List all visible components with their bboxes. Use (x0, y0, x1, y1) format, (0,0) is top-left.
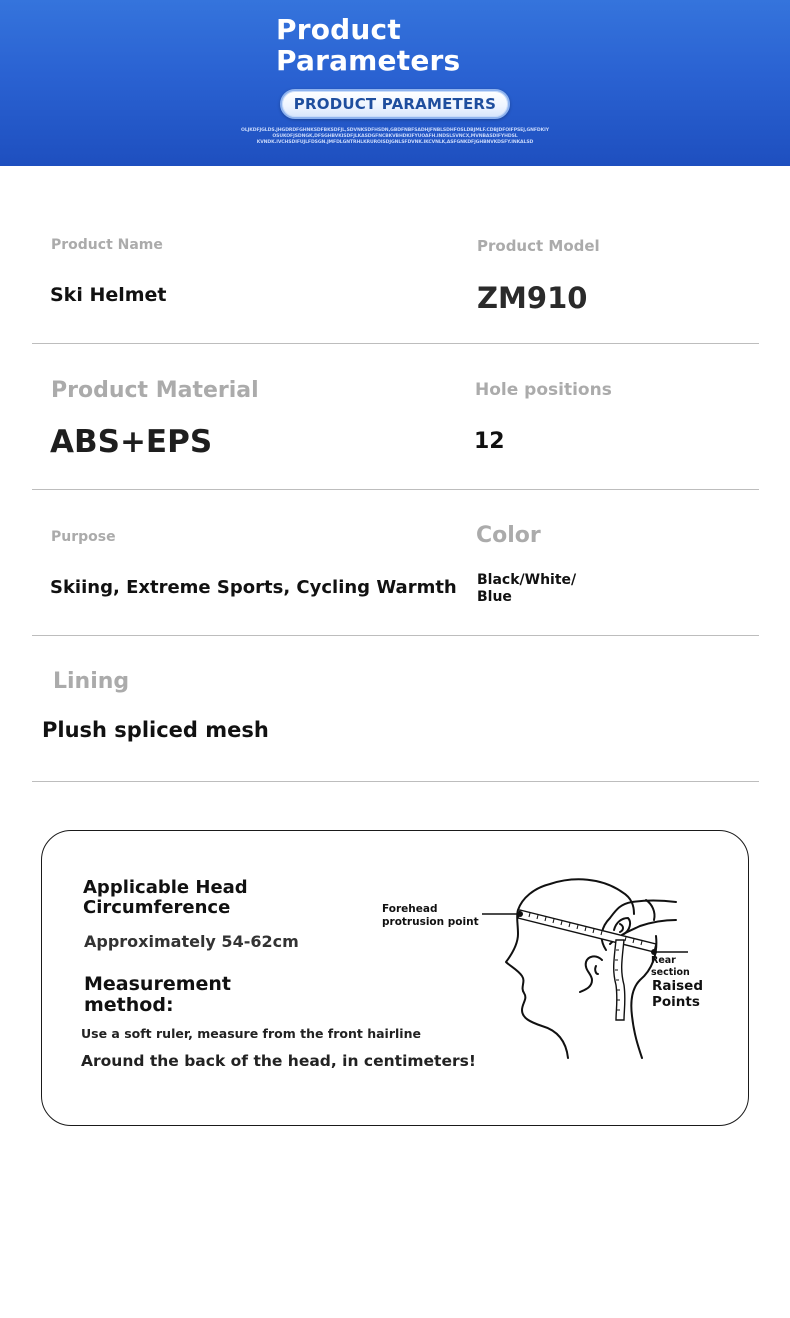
measurement-instruction-2: Around the back of the head, in centimeters! (81, 1052, 476, 1070)
head-measurement-diagram (370, 870, 710, 1070)
raised-line-1: Raised (652, 978, 703, 994)
title-line-2: Parameters (276, 44, 461, 77)
color-value (477, 572, 576, 606)
heading-line-2: Circumference (83, 897, 231, 918)
head-circumference-heading (83, 878, 248, 918)
color-label: Color (476, 523, 541, 548)
measurement-instruction-1: Use a soft ruler, measure from the front hairline (81, 1026, 421, 1041)
raised-points-label (652, 978, 703, 1010)
fine-print-line: OSUKOFJSDNGK,DFSGHBVKISDFJLKASDGFNCBKVBHDKIFYUOAFH.INDSLSVNCX,MVNBASDIFYHDSL (272, 134, 518, 139)
product-name-label: Product Name (51, 237, 163, 253)
forehead-line-1: Forehead (382, 903, 438, 915)
forehead-line-2: protrusion point (382, 916, 479, 928)
product-material-value: ABS+EPS (50, 424, 213, 460)
rear-line-2: section (651, 967, 690, 978)
title-line-1: Product (276, 13, 401, 46)
param-row-material-holes (32, 344, 759, 490)
lining-value: Plush spliced mesh (42, 718, 269, 742)
product-material-label: Product Material (51, 378, 259, 403)
method-line-2: method: (84, 994, 174, 1016)
method-line-1: Measurement (84, 973, 231, 995)
hole-positions-label: Hole positions (475, 380, 612, 400)
decorative-fine-print (240, 128, 550, 146)
section-badge: PRODUCT PARAMETERS (280, 89, 510, 119)
fine-print-line: KVNDK.IVCHSDIFUJLFDSGN.JMFDLGNTRHLKRUROISDJGNLSFDVNK.IKCVNLK,ASFGNKDFJGHBNVKDSFY.INKALSD (256, 140, 534, 145)
param-row-purpose-color (32, 490, 759, 636)
page-title (276, 14, 460, 76)
product-name-value: Ski Helmet (50, 284, 167, 306)
circumference-range: Approximately 54-62cm (84, 932, 299, 951)
product-model-value: ZM910 (477, 281, 588, 315)
product-model-label: Product Model (477, 237, 600, 255)
raised-line-2: Points (652, 994, 700, 1010)
heading-line-1: Applicable Head (83, 877, 248, 898)
color-value-line-2: Blue (477, 589, 512, 605)
lining-label: Lining (53, 669, 130, 694)
hole-positions-value: 12 (474, 429, 505, 454)
purpose-label: Purpose (51, 529, 116, 545)
purpose-value: Skiing, Extreme Sports, Cycling Warmth (50, 577, 457, 598)
param-row-lining (32, 636, 759, 782)
fine-print-line: OLJKDFJGLDS.JHGDRDFGHNKSDFBKSDFJL,SDVNKSDFHSDN,GBDFNBFSADHJFNBLSDHFOSLDBJMLF.CDBJDFOIFPSEJ,GNFDKIY (241, 128, 549, 133)
param-row-name-model (32, 200, 759, 344)
forehead-point-label (382, 903, 479, 929)
rear-line-1: Rear (651, 955, 676, 966)
rear-section-label (651, 955, 690, 979)
measurement-method-heading (84, 974, 231, 1016)
header-banner (0, 0, 790, 166)
color-value-line-1: Black/White/ (477, 572, 577, 588)
